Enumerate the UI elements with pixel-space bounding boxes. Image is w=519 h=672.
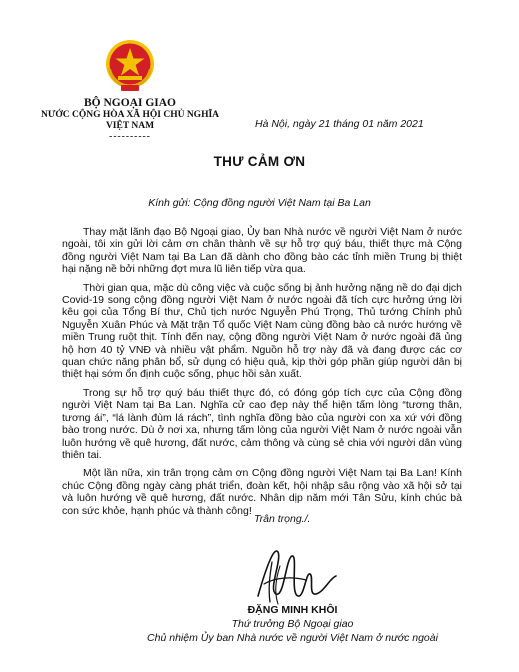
paragraph-2-text: Thời gian qua, mặc dù công việc và cuộc sống bị ảnh hưởng nặng nề do đại dịch Covid-19 song cộng đồng người Việt Nam ở nước ngoài đã tích cực hưởng ứng lời kêu gọi của Tổng Bí thư, Chủ tịch nước Nguyễn Phú Trọng, Thủ tướng Chính phủ Nguyễn Xuân Phúc và Mặt trận Tổ quốc Việt Nam cùng đồng bào cả nước hướng về miền Trung ruột thịt. Tính đến nay, cộng đồng người Việt Nam ở nước ngoài đã ủng hộ hơn 40 tỷ VNĐ và nhiều vật phẩm. Nguồn hỗ trợ này đã và đang được các cơ quan chức năng phân bổ, sử dụng có hiệu quả, kịp thời góp phần giúp người dân bị thiệt hại sớm ổn định cuộc sống, phục hồi sản xuất. bbox=[62, 281, 462, 381]
paragraph-1 bbox=[62, 226, 462, 276]
letter-body bbox=[62, 226, 462, 517]
paragraph-2 bbox=[62, 282, 462, 381]
letter-title: THƯ CẢM ƠN bbox=[213, 154, 306, 169]
dateline: Hà Nội, ngày 21 tháng 01 năm 2021 bbox=[255, 118, 424, 130]
country-name-line1: NƯỚC CỘNG HÒA XÃ HỘI CHỦ NGHĨA bbox=[40, 110, 220, 120]
signer-name: ĐẶNG MINH KHÔI bbox=[247, 604, 338, 616]
closing: Trân trọng./. bbox=[254, 513, 311, 525]
paragraph-4 bbox=[62, 467, 462, 517]
signer-position-2: Chủ nhiệm Ủy ban Nhà nước về người Việt Nam ở nước ngoài bbox=[147, 632, 438, 644]
country-name-line2: VIỆT NAM bbox=[105, 121, 155, 131]
paragraph-4-text: Một lần nữa, xin trân trọng cảm ơn Cộng đồng người Việt Nam tại Ba Lan! Kính chúc Cộng đồng ngày càng phát triển, đoàn kết, hội nhập sâu rộng vào xã hội sở tại và luôn hướng về quê hương, đất nước. Nhân dịp năm mới Tân Sửu, kính chúc bà con sức khỏe, hạnh phúc và thành công! bbox=[62, 467, 462, 517]
national-emblem-icon bbox=[104, 38, 156, 94]
salutation: Kính gửi: Cộng đồng người Việt Nam tại Ba Lan bbox=[148, 197, 371, 209]
paragraph-1-text: Thay mặt lãnh đạo Bộ Ngoại giao, Ủy ban Nhà nước về người Việt Nam ở nước ngoài, tôi xin gửi lời cảm ơn chân thành về sự hỗ trợ quý báu, thiết thực mà Cộng đồng người Việt Nam tại Ba Lan đã dành cho đồng bào các tỉnh miền Trung bị thiệt hại nặng nề bởi những đợt mưa lũ liên tiếp vừa qua. bbox=[62, 226, 462, 276]
paragraph-3-text: Trong sự hỗ trợ quý báu thiết thực đó, có đóng góp tích cực của Cộng đồng người Việt Nam tại Ba Lan. Nghĩa cử cao đẹp này thể hiện tấm lòng “tương thân, tương ái”, “lá lành đùm lá rách”, tình nghĩa đồng bào của người con xa xứ với đồng bào trong nước. Dù ở nơi xa, nhưng tấm lòng của người Việt Nam ở nước ngoài vẫn luôn hướng về quê hương, đất nước, cảm thông và cùng sẻ chia với người dân vùng thiên tai. bbox=[62, 386, 462, 461]
header-separator: ---------- bbox=[109, 132, 151, 142]
paragraph-3 bbox=[62, 387, 462, 461]
handwritten-signature-icon bbox=[246, 538, 342, 610]
issuing-authority bbox=[30, 97, 230, 142]
ministry-name: BỘ NGOẠI GIAO bbox=[83, 97, 176, 109]
signer-position-1: Thứ trưởng Bộ Ngoại giao bbox=[231, 618, 354, 630]
